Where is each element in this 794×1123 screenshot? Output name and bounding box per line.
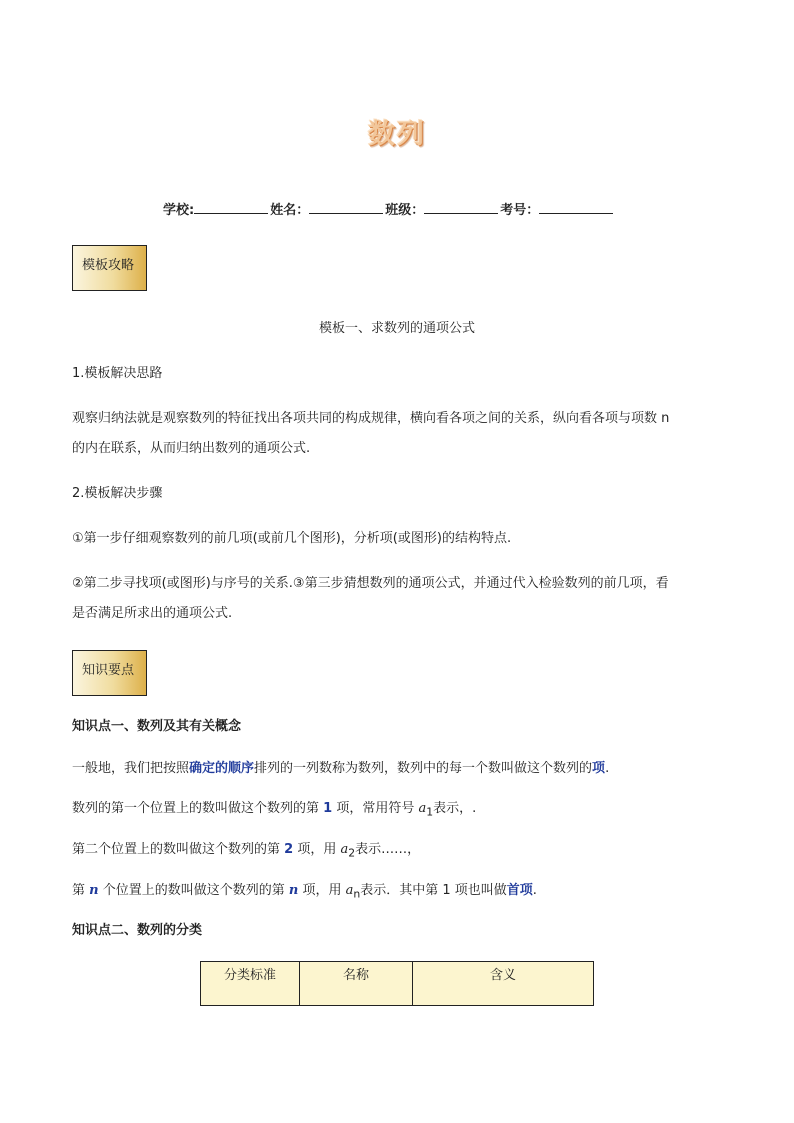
- step1-line1: 观察归纳法就是观察数列的特征找出各项共同的构成规律，横向看各项之间的关系，纵向看各项与项数 n: [72, 411, 670, 426]
- knowledge-points-tag: 知识要点: [72, 650, 147, 696]
- template-heading: 模板一、求数列的通项公式: [318, 321, 475, 336]
- text: 项，常用符号: [332, 801, 419, 816]
- kp1-title: 知识点一、数列及其有关概念: [72, 719, 242, 734]
- kp1-paragraph1: [72, 754, 724, 783]
- class-label: 班级：: [385, 203, 425, 218]
- math-subscript: 1: [426, 805, 434, 819]
- kp1-paragraph2: [72, 794, 724, 827]
- step2-title: 2.模板解决步骤: [72, 486, 163, 501]
- highlight-text: n: [288, 883, 299, 898]
- step2-line3: 是否满足所求出的通项公式.: [72, 606, 233, 621]
- math-subscript: n: [353, 887, 361, 901]
- table-header-cell: 名称: [300, 962, 413, 1006]
- page-title: 数列: [368, 119, 426, 150]
- highlight-text: n: [89, 883, 99, 898]
- table-header-cell: 分类标准: [201, 962, 300, 1006]
- template-strategy-tag: 模板攻略: [72, 245, 147, 291]
- highlight-text: 1: [323, 801, 333, 816]
- text: 一般地，我们把按照: [72, 761, 190, 776]
- text: 表示，.: [433, 801, 477, 816]
- table-header-cell: 含义: [413, 962, 594, 1006]
- highlight-text: 首项: [506, 883, 533, 898]
- kp1-paragraph4: [72, 876, 724, 909]
- step2-line1: ①第一步仔细观察数列的前几项(或前几个图形)，分析项(或图形)的结构特点.: [72, 531, 512, 546]
- text: 项，用: [298, 883, 346, 898]
- school-label: 学校:: [163, 203, 195, 218]
- student-info-fields: [163, 199, 643, 218]
- text: 表示．其中第 1 项也叫做: [360, 883, 507, 898]
- math-symbol: a: [418, 801, 427, 816]
- text: 表示……，: [355, 842, 421, 857]
- exam-no-blank[interactable]: [539, 201, 613, 214]
- text: .: [532, 883, 537, 898]
- math-symbol: a: [345, 883, 354, 898]
- text: 数列的第一个位置上的数叫做这个数列的第: [72, 801, 324, 816]
- kp2-title: 知识点二、数列的分类: [72, 923, 203, 938]
- name-label: 姓名：: [270, 203, 310, 218]
- text: .: [605, 761, 610, 776]
- math-subscript: 2: [348, 846, 356, 860]
- table-header-row: [201, 962, 594, 1006]
- highlight-text: 确定的顺序: [189, 761, 255, 776]
- text: 第二个位置上的数叫做这个数列的第: [72, 842, 285, 857]
- text: 排列的一列数称为数列，数列中的每一个数叫做这个数列的: [254, 761, 593, 776]
- exam-no-label: 考号：: [500, 203, 540, 218]
- class-blank[interactable]: [424, 201, 498, 214]
- highlight-text: 项: [592, 761, 606, 776]
- step1-title: 1.模板解决思路: [72, 366, 163, 381]
- kp1-paragraph3: [72, 835, 724, 868]
- math-symbol: a: [340, 842, 349, 857]
- text: 个位置上的数叫做这个数列的第: [98, 883, 289, 898]
- step2-line2: ②第二步寻找项(或图形)与序号的关系.③第三步猜想数列的通项公式，并通过代入检验数列的前几项，看: [72, 576, 669, 591]
- school-blank[interactable]: [194, 201, 268, 214]
- classification-table: [200, 961, 594, 1006]
- step1-line2: 的内在联系，从而归纳出数列的通项公式.: [72, 441, 311, 456]
- text: 项，用: [293, 842, 341, 857]
- name-blank[interactable]: [309, 201, 383, 214]
- text: 第: [72, 883, 90, 898]
- highlight-text: 2: [284, 842, 294, 857]
